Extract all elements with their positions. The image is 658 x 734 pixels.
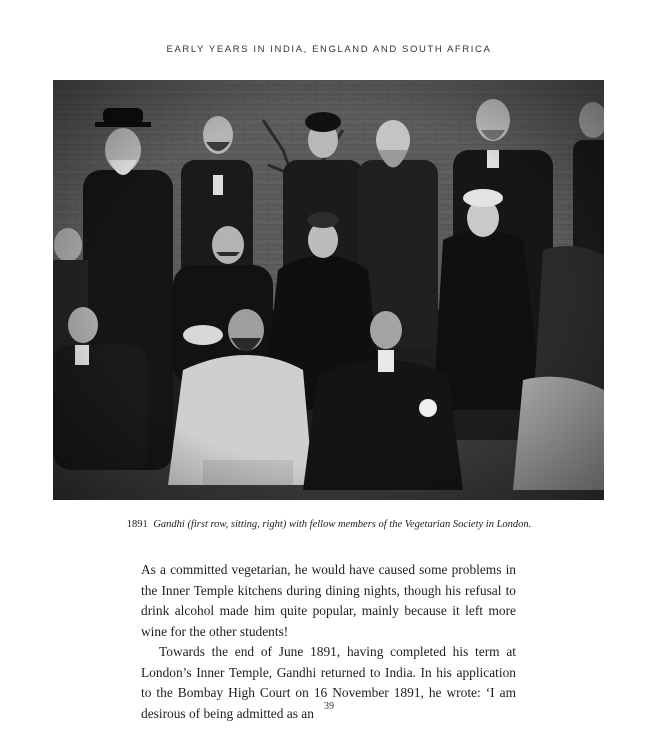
- paragraph: Towards the end of June 1891, having completed his term at London’s Inner Temple, Gandhi returned to India. In his application to the Bombay High Court on 16 November 1891, he wrote: ‘I am desirous of being admitted as an: [141, 644, 516, 721]
- paragraph: As a committed vegetarian, he would have caused some problems in the Inner Temple kitchens during dining nights, though his refusal to drink alcohol made him quite popular, mainly because it left more wine for the other students!: [141, 562, 516, 639]
- group-photograph: [53, 80, 604, 500]
- body-text: [141, 560, 516, 724]
- photo-caption: [0, 519, 658, 530]
- page-number: 39: [324, 701, 334, 712]
- running-header: EARLY YEARS IN INDIA, ENGLAND AND SOUTH AFRICA: [166, 44, 492, 55]
- caption-year: 1891: [126, 519, 148, 530]
- photo-illustration: [53, 80, 604, 500]
- caption-text: Gandhi (first row, sitting, right) with fellow members of the Vegetarian Society in London.: [153, 519, 532, 530]
